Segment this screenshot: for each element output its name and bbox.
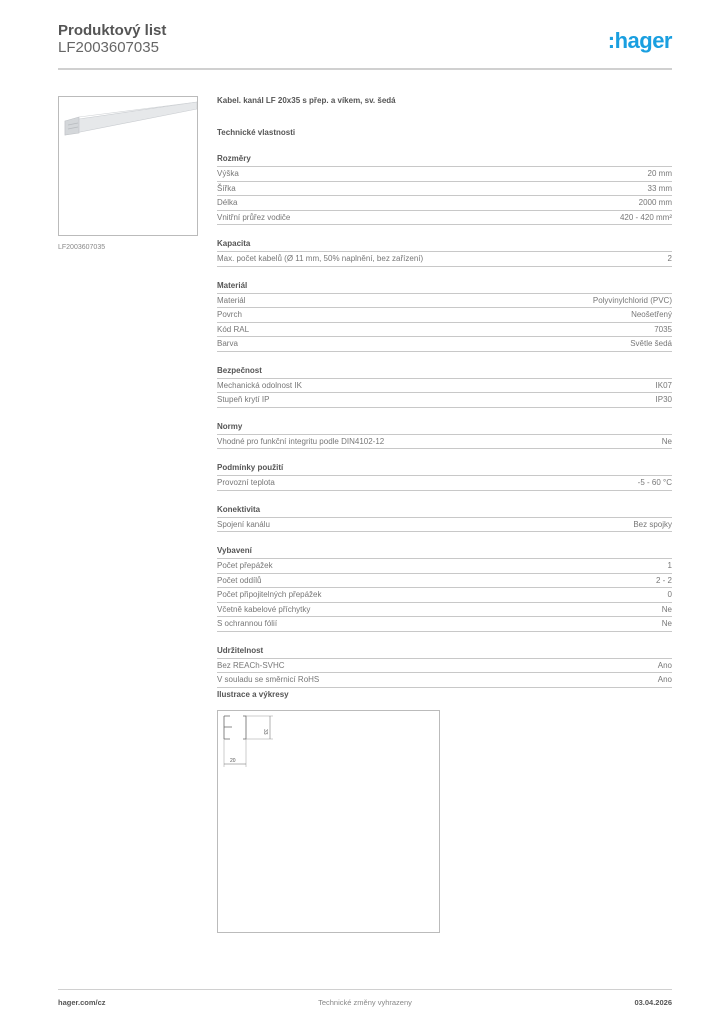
illustrations-heading: Ilustrace a výkresy (217, 690, 289, 699)
document-date: 03.04.2026 (634, 998, 672, 1007)
spec-label: Počet připojitelných přepážek (217, 590, 322, 599)
section-title: Materiál (217, 281, 672, 294)
spec-row (217, 308, 672, 323)
spec-section (217, 646, 672, 688)
spec-value: 2000 mm (638, 198, 672, 207)
spec-row (217, 659, 672, 674)
spec-label: Max. počet kabelů (Ø 11 mm, 50% naplnění, bez zařízení) (217, 254, 424, 263)
spec-value: 7035 (654, 324, 672, 334)
disclaimer: Technické změny vyhrazeny (318, 998, 412, 1007)
spec-label: Vhodné pro funkční integritu podle DIN4102-12 (217, 436, 385, 446)
spec-value: Polyvinylchlorid (PVC) (592, 295, 672, 305)
spec-value: -5 - 60 °C (637, 478, 672, 487)
spec-label: Včetně kabelové příchytky (217, 604, 311, 614)
spec-row (217, 673, 672, 688)
spec-value: Ano (657, 675, 672, 684)
image-caption: LF2003607035 (58, 244, 106, 251)
section-title: Udržitelnost (217, 646, 672, 659)
spec-section (217, 463, 672, 491)
section-title: Bezpečnost (217, 366, 672, 379)
spec-label: S ochrannou fólií (217, 619, 278, 628)
spec-value: IK07 (655, 380, 672, 390)
spec-section (217, 546, 672, 632)
spec-label: Spojení kanálu (217, 519, 270, 529)
page-header (58, 22, 672, 56)
spec-section (217, 239, 672, 267)
product-code: LF2003607035 (58, 39, 159, 56)
spec-label: Počet přepážek (217, 561, 273, 570)
section-title: Kapacita (217, 239, 672, 252)
spec-value: Světle šedá (630, 339, 672, 348)
spec-value: Ne (661, 604, 672, 614)
spec-label: Povrch (217, 310, 242, 319)
technical-drawing (217, 710, 440, 933)
spec-value: 33 mm (647, 183, 672, 193)
spec-row (217, 617, 672, 632)
spec-row (217, 518, 672, 533)
spec-label: Délka (217, 198, 238, 207)
spec-value: IP30 (655, 395, 672, 404)
page-title: Produktový list (58, 22, 167, 39)
spec-section (217, 505, 672, 533)
hager-logo: :hager (607, 28, 672, 53)
svg-text:33: 33 (262, 729, 268, 735)
dimension-drawing-icon (218, 711, 439, 932)
spec-section (217, 154, 672, 225)
spec-value: 420 - 420 mm² (619, 212, 672, 222)
spec-row (217, 574, 672, 589)
spec-value: 20 mm (647, 169, 672, 178)
spec-value: 1 (667, 561, 672, 570)
spec-label: Počet oddílů (217, 575, 262, 585)
spec-label: Barva (217, 339, 238, 348)
spec-label: Materiál (217, 295, 246, 305)
spec-content (217, 96, 672, 688)
spec-value: Ne (661, 619, 672, 628)
spec-row (217, 167, 672, 182)
spec-row (217, 476, 672, 491)
spec-row (217, 196, 672, 211)
tech-properties-heading: Technické vlastnosti (217, 128, 296, 137)
spec-row (217, 559, 672, 574)
spec-label: Šířka (217, 183, 236, 193)
product-name: Kabel. kanál LF 20x35 s přep. a víkem, sv. šedá (217, 96, 396, 105)
spec-row (217, 435, 672, 450)
spec-row (217, 182, 672, 197)
spec-value: Neošetřený (631, 310, 672, 319)
spec-label: Výška (217, 169, 239, 178)
cable-duct-illustration-icon (59, 97, 197, 235)
spec-section (217, 366, 672, 408)
spec-section (217, 422, 672, 450)
spec-label: Mechanická odolnost IK (217, 380, 302, 390)
website-link[interactable]: hager.com/cz (58, 998, 106, 1007)
spec-row (217, 337, 672, 352)
product-image (58, 96, 198, 236)
section-title: Rozměry (217, 154, 672, 167)
spec-row (217, 294, 672, 309)
spec-label: V souladu se směrnicí RoHS (217, 675, 320, 684)
spec-row (217, 603, 672, 618)
section-title: Podmínky použití (217, 463, 672, 476)
spec-value: 2 - 2 (655, 575, 672, 585)
svg-text:20: 20 (230, 758, 236, 764)
spec-label: Bez REACh-SVHC (217, 660, 285, 670)
spec-value: Ne (661, 436, 672, 446)
spec-value: 0 (667, 590, 672, 599)
section-title: Konektivita (217, 505, 672, 518)
spec-value: Ano (657, 660, 672, 670)
section-title: Normy (217, 422, 672, 435)
spec-row (217, 379, 672, 394)
spec-label: Stupeň krytí IP (217, 395, 270, 404)
spec-row (217, 588, 672, 603)
spec-value: 2 (667, 254, 672, 263)
header-divider (58, 68, 672, 70)
spec-row (217, 252, 672, 267)
spec-row (217, 211, 672, 226)
spec-label: Provozní teplota (217, 478, 275, 487)
footer-divider (58, 989, 672, 990)
spec-sections (217, 154, 672, 688)
spec-value: Bez spojky (633, 519, 672, 529)
spec-row (217, 323, 672, 338)
spec-row (217, 393, 672, 408)
section-title: Vybavení (217, 546, 672, 559)
spec-label: Vnitřní průřez vodiče (217, 212, 291, 222)
spec-label: Kód RAL (217, 324, 250, 334)
spec-section (217, 281, 672, 352)
